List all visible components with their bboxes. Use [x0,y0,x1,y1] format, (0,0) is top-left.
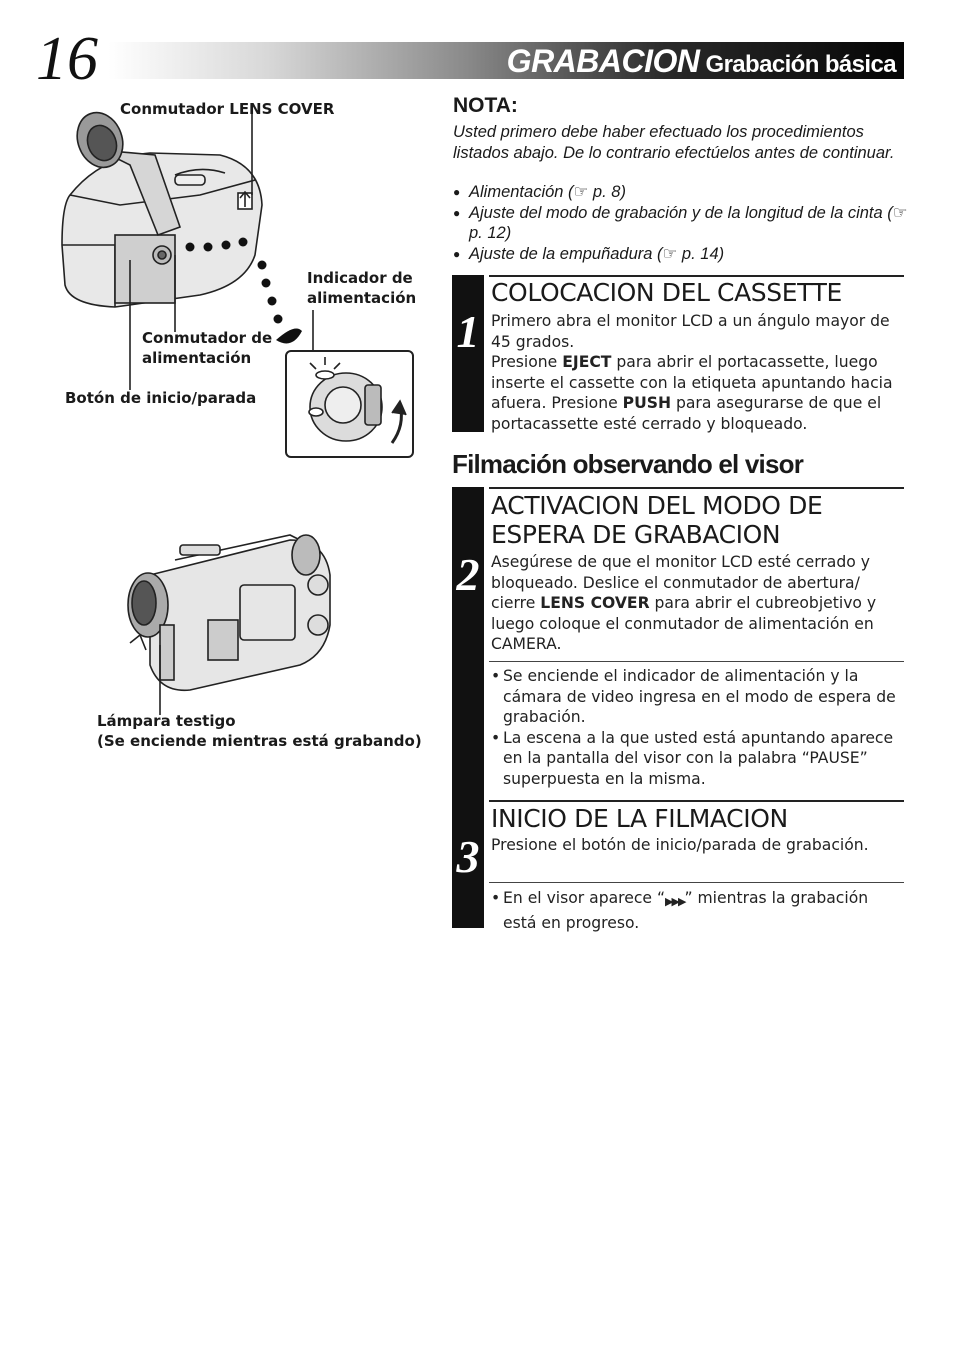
step3-rule [489,800,904,802]
step1-body: Primero abra el monitor LCD a un ángulo mayor de 45 grados. Presione EJECT para abrir el portacassette, luego inserte el cassette con la etiqueta apuntando hacia afuera. Presione PUSH para asegurarse de que el portacassette esté cerrado y bloqueado. [491,312,893,433]
step2-body: Asegúrese de que el monitor LCD esté cerrado y bloqueado. Deslice el conmutador de abertura/ cierre LENS COVER para abrir el cubreobjetivo y luego coloque el conmutador de alimentación en CAMERA. [491,553,877,654]
list-item: • En el visor aparece “▶▶▶” mientras la grabación está en progreso. [491,888,901,933]
step2-bullets [491,666,901,790]
nota-item: ● Alimentación (☞ p. 8) [453,182,908,203]
step2-rule [489,487,904,489]
label-tally-lamp: Lámpara testigo [97,712,236,730]
nota-item: ● Ajuste de la empuñadura (☞ p. 14) [453,244,908,265]
label-power-switch-1: Conmutador de [142,329,273,347]
label-power-indicator-2: alimentación [307,289,417,307]
hand-pointer-icon: ☞ [892,203,908,222]
nota-item: ● Ajuste del modo de grabación y de la longitud de la cinta (☞ p. 12) [453,203,908,244]
list-item: • La escena a la que usted está apuntando aparece en la pantalla del visor con la palabra “PAUSE” superpuesta en la misma. [491,728,901,790]
step2-title-line2: ESPERA DE GRABACION [491,520,781,549]
label-start-stop: Botón de inicio/parada [65,389,257,407]
step2-divider [489,661,904,662]
header-title [507,42,896,79]
section-subtitle: Grabación básica [705,51,896,78]
nota-body: Usted primero debe haber efectuado los procedimientos listados abajo. De lo contrario efectúelos antes de continuar. [453,123,895,162]
step3-body: Presione el botón de inicio/parada de grabación. [491,836,869,854]
list-item: • Se enciende el indicador de alimentación y la cámara de video ingresa en el modo de espera de grabación. [491,666,901,728]
step3-title: INICIO DE LA FILMACION [491,804,788,833]
step1-number: 1 [456,306,480,357]
step2-number: 2 [456,549,480,600]
step3-divider [489,882,904,883]
label-lens-cover: Conmutador LENS COVER [120,100,335,118]
step2-title-line1: ACTIVACION DEL MODO DE [491,491,823,520]
record-arrows-icon: ▶▶▶ [665,895,685,908]
section-title: GRABACION [506,43,700,79]
hand-pointer-icon: ☞ [573,183,589,201]
hand-pointer-icon: ☞ [662,244,678,263]
page-number: 16 [36,25,98,93]
label-tally-lamp-note: (Se enciende mientras está grabando) [97,732,422,750]
camcorder-front-illustration [120,515,340,715]
label-power-switch-2: alimentación [142,349,252,367]
nota-list [453,182,908,264]
section-heading: Filmación observando el visor [452,449,804,479]
step3-bullets [491,888,901,933]
step1-rule [489,275,904,277]
step1-title: COLOCACION DEL CASSETTE [491,278,842,307]
step2-bar [452,487,484,800]
step3-number: 3 [456,831,480,882]
nota-title: NOTA: [453,94,518,117]
label-power-indicator-1: Indicador de [307,269,413,287]
